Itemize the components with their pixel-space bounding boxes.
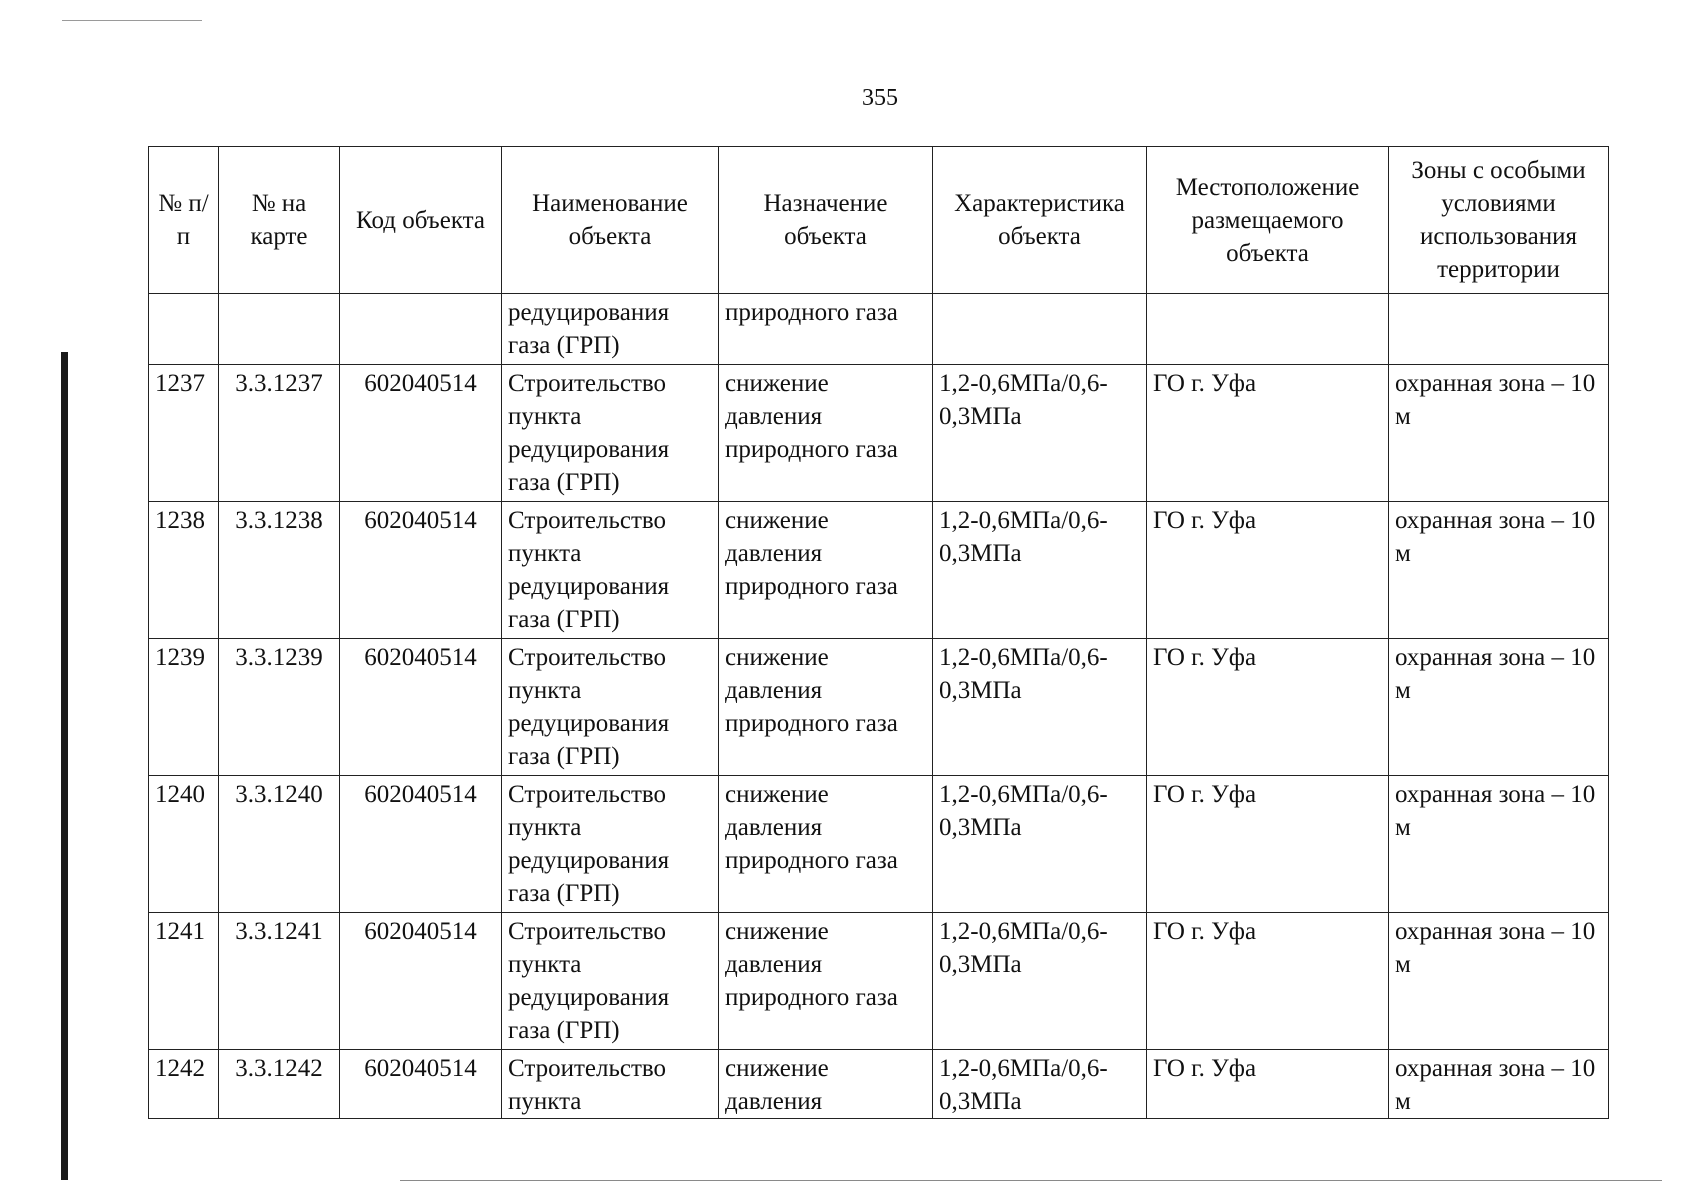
cell-map: 3.3.1239: [219, 639, 340, 776]
cell-num: 1239: [149, 639, 219, 776]
cell-name: редуцирования газа (ГРП): [502, 294, 719, 365]
header-object-code: Код объекта: [340, 147, 502, 294]
cell-purpose: природного газа: [719, 294, 933, 365]
cell-code: [340, 294, 502, 365]
cell-map: 3.3.1240: [219, 776, 340, 913]
cell-map: 3.3.1241: [219, 913, 340, 1050]
cell-map: [219, 294, 340, 365]
scan-artifact-line-bottom: [400, 1180, 1662, 1181]
cell-purpose: снижение давления природного газа: [719, 776, 933, 913]
cell-location: [1147, 294, 1389, 365]
cell-purpose: снижение давления природного газа: [719, 639, 933, 776]
cell-characteristic: 1,2-0,6МПа/0,6-0,3МПа: [933, 502, 1147, 639]
cell-num: 1240: [149, 776, 219, 913]
header-object-characteristic: Характеристика объекта: [933, 147, 1147, 294]
cell-num: [149, 294, 219, 365]
cell-location: ГО г. Уфа: [1147, 365, 1389, 502]
cell-map: 3.3.1242: [219, 1050, 340, 1119]
cell-zone: охранная зона – 10 м: [1389, 365, 1609, 502]
table-row: [149, 639, 1609, 776]
cell-purpose: снижение давления: [719, 1050, 933, 1119]
table-header-row: [149, 147, 1609, 294]
cell-characteristic: 1,2-0,6МПа/0,6-0,3МПа: [933, 776, 1147, 913]
header-object-name: Наименование объекта: [502, 147, 719, 294]
cell-characteristic: 1,2-0,6МПа/0,6-0,3МПа: [933, 639, 1147, 776]
cell-zone: охранная зона – 10 м: [1389, 913, 1609, 1050]
cell-location: ГО г. Уфа: [1147, 639, 1389, 776]
table-row-continuation: [149, 294, 1609, 365]
cell-name: Строительство пункта редуцирования газа (ГРП): [502, 639, 719, 776]
header-special-zones: Зоны с особыми условиями использования территории: [1389, 147, 1609, 294]
cell-num: 1241: [149, 913, 219, 1050]
cell-characteristic: 1,2-0,6МПа/0,6-0,3МПа: [933, 365, 1147, 502]
table-row: [149, 776, 1609, 913]
cell-num: 1242: [149, 1050, 219, 1119]
cell-purpose: снижение давления природного газа: [719, 913, 933, 1050]
table-row: [149, 502, 1609, 639]
cell-zone: охранная зона – 10 м: [1389, 502, 1609, 639]
cell-location: ГО г. Уфа: [1147, 776, 1389, 913]
header-object-location: Местоположение размещаемого объекта: [1147, 147, 1389, 294]
header-object-purpose: Назначение объекта: [719, 147, 933, 294]
cell-zone: охранная зона – 10 м: [1389, 1050, 1609, 1119]
cell-zone: охранная зона – 10 м: [1389, 776, 1609, 913]
objects-table: [148, 146, 1609, 1119]
cell-zone: [1389, 294, 1609, 365]
cell-map: 3.3.1238: [219, 502, 340, 639]
cell-code: 602040514: [340, 913, 502, 1050]
cell-code: 602040514: [340, 365, 502, 502]
cell-name: Строительство пункта редуцирования газа (ГРП): [502, 502, 719, 639]
cell-code: 602040514: [340, 502, 502, 639]
table-row: [149, 365, 1609, 502]
cell-location: ГО г. Уфа: [1147, 502, 1389, 639]
header-map-number: № на карте: [219, 147, 340, 294]
cell-location: ГО г. Уфа: [1147, 1050, 1389, 1119]
cell-name: Строительство пункта редуцирования газа (ГРП): [502, 913, 719, 1050]
cell-num: 1237: [149, 365, 219, 502]
cell-name: Строительство пункта: [502, 1050, 719, 1119]
cell-name: Строительство пункта редуцирования газа (ГРП): [502, 776, 719, 913]
scan-artifact-bar: [61, 352, 68, 1180]
cell-characteristic: 1,2-0,6МПа/0,6-0,3МПа: [933, 1050, 1147, 1119]
cell-num: 1238: [149, 502, 219, 639]
cell-characteristic: [933, 294, 1147, 365]
page-number: 355: [862, 85, 898, 111]
table-row: [149, 913, 1609, 1050]
cell-map: 3.3.1237: [219, 365, 340, 502]
cell-purpose: снижение давления природного газа: [719, 365, 933, 502]
header-num: № п/п: [149, 147, 219, 294]
cell-code: 602040514: [340, 776, 502, 913]
cell-code: 602040514: [340, 1050, 502, 1119]
cell-code: 602040514: [340, 639, 502, 776]
cell-zone: охранная зона – 10 м: [1389, 639, 1609, 776]
scan-artifact-line: [62, 20, 202, 21]
cell-purpose: снижение давления природного газа: [719, 502, 933, 639]
cell-characteristic: 1,2-0,6МПа/0,6-0,3МПа: [933, 913, 1147, 1050]
cell-name: Строительство пункта редуцирования газа (ГРП): [502, 365, 719, 502]
table-row: [149, 1050, 1609, 1119]
cell-location: ГО г. Уфа: [1147, 913, 1389, 1050]
